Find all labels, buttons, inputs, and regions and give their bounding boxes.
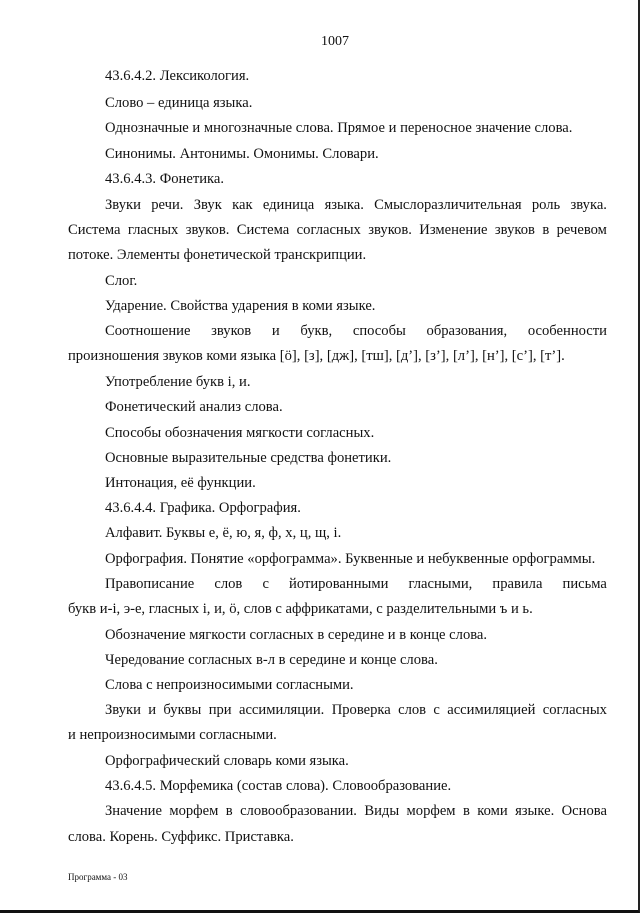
text-line: и непроизносимыми согласными. (68, 727, 277, 743)
text-line: Слог. (105, 273, 138, 289)
text-line: Значение морфем в словообразовании. Виды морфем в коми языке. Основа (105, 803, 607, 819)
text-line: Ударение. Свойства ударения в коми языке. (105, 298, 376, 314)
text-line: потоке. Элементы фонетической транскрипции. (68, 247, 367, 263)
text-line: 43.6.4.4. Графика. Орфография. (105, 500, 301, 516)
text-line: Интонация, её функции. (105, 475, 256, 491)
text-line: Основные выразительные средства фонетики. (105, 450, 392, 466)
text-line: 43.6.4.5. Морфемика (состав слова). Словообразование. (105, 778, 452, 794)
text-line: Алфавит. Буквы е, ё, ю, я, ф, х, ц, щ, і. (105, 525, 342, 541)
text-line: Звуки речи. Звук как единица языка. Смыслоразличительная роль звука. (105, 197, 607, 213)
text-line: Синонимы. Антонимы. Омонимы. Словари. (105, 146, 379, 162)
text-line: 43.6.4.2. Лексикология. (105, 68, 250, 84)
text-line: Правописание слов с йотированными гласными, правила письма (105, 576, 607, 592)
text-line: Однозначные и многозначные слова. Прямое и переносное значение слова. (105, 120, 573, 136)
footer-label: Программа - 03 (68, 872, 128, 882)
text-line: Чередование согласных в-л в середине и конце слова. (105, 652, 438, 668)
text-line: Употребление букв і, и. (105, 374, 251, 390)
text-line: Фонетический анализ слова. (105, 399, 283, 415)
text-line: 43.6.4.3. Фонетика. (105, 171, 225, 187)
text-line: слова. Корень. Суффикс. Приставка. (68, 829, 294, 845)
text-line: Орфография. Понятие «орфограмма». Буквенные и небуквенные орфограммы. (105, 551, 596, 567)
text-line: букв и-і, э-е, гласных і, и, ӧ, слов с аффрикатами, с разделительными ъ и ь. (68, 601, 533, 617)
text-line: Звуки и буквы при ассимиляции. Проверка слов с ассимиляцией согласных (105, 702, 607, 718)
text-line: Соотношение звуков и букв, способы образования, особенности (105, 323, 607, 339)
text-line: Система гласных звуков. Система согласных звуков. Изменение звуков в речевом (68, 222, 607, 238)
text-line: произношения звуков коми языка [ӧ], [з], [дж], [тш], [д’], [з’], [л’], [н’], [с’], [т’]. (68, 348, 565, 364)
text-line: Способы обозначения мягкости согласных. (105, 425, 375, 441)
text-line: Орфографический словарь коми языка. (105, 753, 349, 769)
text-line: Слова с непроизносимыми согласными. (105, 677, 354, 693)
text-line: Слово – единица языка. (105, 95, 253, 111)
page-number: 1007 (321, 34, 349, 49)
text-line: Обозначение мягкости согласных в середине и в конце слова. (105, 627, 488, 643)
